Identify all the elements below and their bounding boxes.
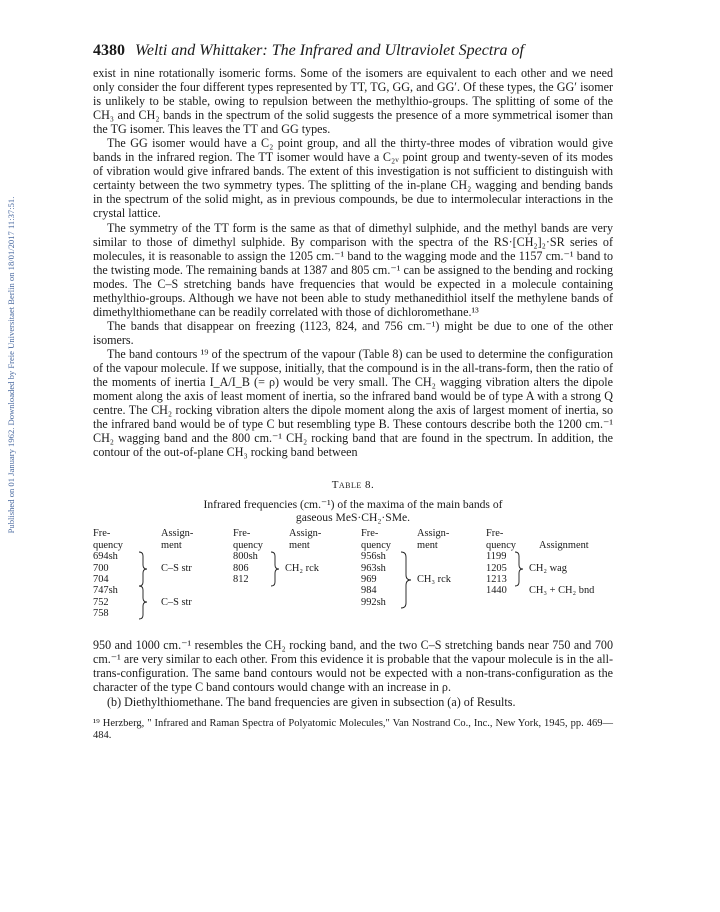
header-text: quency — [233, 539, 264, 551]
right-brace — [399, 551, 413, 609]
header-text: Fre- — [233, 528, 251, 540]
table-title: Table 8. — [331, 479, 375, 492]
frequency-value: 969 — [361, 573, 377, 585]
footnote: ¹⁹ Herzberg, " Infrared and Raman Spectra of Polyatomic Molecules," Van Nostrand Co., Inc., New York, 1945, pp. 469—484. — [93, 717, 613, 741]
frequency-value: 1205 — [486, 562, 507, 574]
assignment-bend: CH₃ + CH₂ bnd — [529, 585, 595, 597]
header-text: Fre- — [486, 528, 504, 540]
page-body — [93, 42, 613, 742]
frequency-column-1 — [93, 551, 118, 619]
paragraph-1: exist in nine rotationally isomeric forms. Some of the isomers are equivalent to each other and we need only consider the four different types represented by TT, TG, GG, and GG′. Of these types, the GG′ isomer is unlikely to be stable, owing to repulsion between the methylthio-groups. The splitting of some of the CH₃ and CH₂ bands in the spectrum of the solid suggests the presence of a more symmetrical isomer than the TG isomer. This leaves the TT and GG types. — [93, 66, 613, 137]
right-brace — [137, 551, 149, 587]
frequency-value: 1213 — [486, 573, 507, 585]
frequency-value: 956sh — [361, 551, 386, 563]
frequency-value: 752 — [93, 596, 109, 608]
header-assignment-4: Assignment — [539, 539, 589, 551]
header-frequency-1 — [93, 528, 123, 551]
header-text: quency — [93, 539, 124, 551]
page-number: 4380 — [93, 42, 125, 59]
frequency-value: 704 — [93, 573, 109, 585]
paragraph-4: The bands that disappear on freezing (1123, 824, and 756 cm.⁻¹) might be due to one of the other isomers. — [93, 318, 613, 347]
assignment-ch2-rock: CH₂ rck — [285, 562, 319, 574]
right-brace — [137, 585, 149, 620]
frequency-value: 758 — [93, 607, 109, 619]
running-title: Welti and Whittaker: The Infrared and Ultraviolet Spectra of — [135, 42, 524, 59]
paragraph-2: The GG isomer would have a C₂ point group, and all the thirty-three modes of vibration would give bands in the infrared region. The TT isomer would have a C₂ᵥ point group and twenty-seven of its modes of vibration would give infrared bands. The extent of this investigation is not sufficient to distinguish with certainty between the two symmetry types. The splitting of the in-plane CH₂ wagging and bending bands in the spectrum of the solid might, as in previous compounds, be due to intermolecular interactions in the crystal lattice. — [93, 136, 613, 221]
header-frequency-2 — [233, 528, 263, 551]
running-header — [93, 42, 613, 60]
frequency-value: 812 — [233, 573, 249, 585]
header-text: quency — [486, 539, 517, 551]
header-frequency-4 — [486, 528, 516, 551]
right-brace — [269, 551, 281, 587]
frequency-value: 700 — [93, 562, 109, 574]
header-text: Assign- — [417, 528, 450, 540]
assignment-ch2-wag: CH₂ wag — [529, 562, 567, 574]
header-text: ment — [417, 539, 438, 551]
frequency-value: 984 — [361, 585, 377, 597]
header-text: Assign- — [289, 528, 322, 540]
header-text: ment — [161, 539, 182, 551]
header-text: quency — [361, 539, 392, 551]
assignment-ch3-rock: CH₃ rck — [417, 573, 451, 585]
frequency-value: 747sh — [93, 585, 118, 597]
table-caption-line-2: gaseous MeS·CH₂·SMe. — [295, 511, 411, 525]
header-frequency-3 — [361, 528, 391, 551]
frequency-column-4 — [486, 551, 507, 596]
frequency-value: 963sh — [361, 562, 386, 574]
header-text: Fre- — [361, 528, 379, 540]
frequency-value: 1440 — [486, 585, 507, 597]
paragraph-7: (b) Diethylthiomethane. The band frequencies are given in subsection (a) of Results. — [107, 694, 516, 709]
header-assignment-1 — [161, 528, 193, 551]
header-text: Fre- — [93, 528, 111, 540]
table-caption-line-1: Infrared frequencies (cm.⁻¹) of the maxima of the main bands of — [203, 498, 503, 512]
download-watermark — [4, 150, 18, 580]
frequency-value: 800sh — [233, 551, 258, 563]
assignment-cs-stretch-1: C–S str — [161, 562, 192, 574]
frequency-value: 694sh — [93, 551, 118, 563]
header-text: Assign- — [161, 528, 194, 540]
frequency-table — [93, 528, 613, 634]
header-text: ment — [289, 539, 310, 551]
assignment-cs-stretch-2: C–S str — [161, 596, 192, 608]
paragraph-5: The band contours ¹⁹ of the spectrum of the vapour (Table 8) can be used to determine the configuration of the vapour molecule. If we suppose, initially, that the compound is in the all-trans-form, then the ratio of the moments of inertia I_A/I_B (= ρ) would be very small. The CH₂ wagging vibration alters the dipole moment along the axis of least moment of inertia, so the infrared band would be of type A with a strong Q centre. The CH₂ rocking vibration alters the dipole moment along the axis of largest moment of inertia, so the infrared band would be of type C but resembling type B. These contours describe both the 1200 cm.⁻¹ CH₂ wagging band and the 800 cm.⁻¹ CH₂ rocking band that are found in the spectrum. In addition, the contour of the out-of-plane CH₃ rocking band between — [93, 346, 613, 460]
frequency-value: 992sh — [361, 596, 386, 608]
paragraph-6: 950 and 1000 cm.⁻¹ resembles the CH₂ rocking band, and the two C–S stretching bands near 750 and 700 cm.⁻¹ are very similar to each other. From this evidence it is probable that the vapour molecule is in the all-trans-configuration. The same band contours would not be expected with a non-trans-configuration as the character of the type C band contours would change with an increase in ρ. — [93, 638, 613, 695]
frequency-column-3 — [361, 551, 386, 607]
table-caption — [93, 498, 613, 524]
frequency-value: 1199 — [486, 551, 507, 563]
download-notice: Published on 01 January 1962. Downloaded by Freie Universitaet Berlin on 18/01/2017 11:37:51. — [6, 196, 16, 534]
right-brace — [513, 551, 525, 587]
frequency-column-2 — [233, 551, 258, 585]
frequency-value: 806 — [233, 562, 249, 574]
paragraph-3: The symmetry of the TT form is the same as that of dimethyl sulphide, and the methyl bands are very similar to those of dimethyl sulphide. By comparison with the spectra of the RS·[CH₂]₂·SR series of molecules, it is reasonable to assign the 1205 cm.⁻¹ band to the wagging mode and the 1157 cm.⁻¹ band to the twisting mode. The remaining bands at 1387 and 805 cm.⁻¹ can be assigned to the bending and rocking modes. The C–S stretching bands have frequencies that would be expected in a molecule containing methylthio-groups. Although we have not been able to study methanedithiol itself the methylene bands of dimethylthiomethane can be readily correlated with those of dichloromethane.¹³ — [93, 220, 613, 319]
header-assignment-2 — [289, 528, 321, 551]
header-assignment-3 — [417, 528, 449, 551]
